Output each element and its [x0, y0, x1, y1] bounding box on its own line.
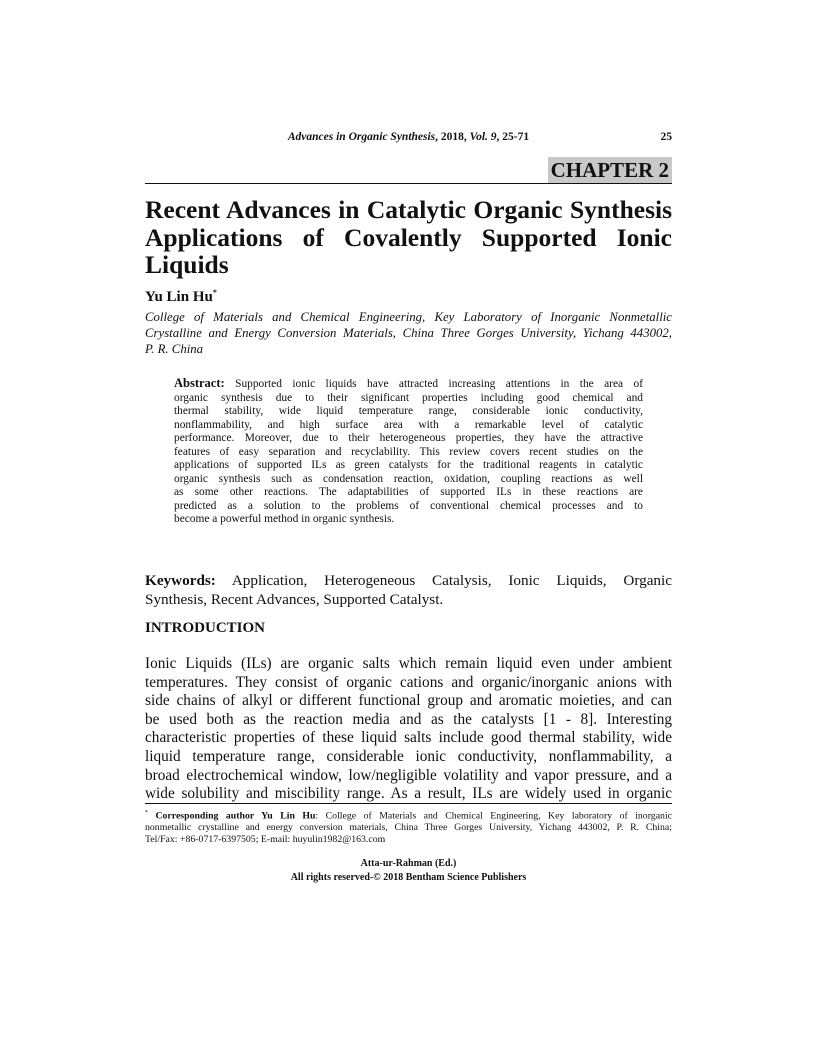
abstract [174, 377, 643, 527]
chapter-label: CHAPTER 2 [548, 157, 672, 183]
body-line: temperatures. They consist of organic cations and organic/inorganic anions with [145, 673, 672, 691]
introduction-body [145, 655, 672, 804]
footnote-line: nonmetallic crystalline and energy conversion materials, China Three Gorges University, Yichang 443002, P. R. China; [145, 822, 672, 834]
abstract-line: organic synthesis such as condensation reaction, oxidation, coupling reactions as well [174, 472, 643, 485]
journal-name: Advances in Organic Synthesis [287, 131, 436, 143]
keywords-text: Application, Heterogeneous Catalysis, Ionic Liquids, Organic [215, 572, 672, 589]
abstract-line: become a powerful method in organic synthesis. [174, 513, 395, 525]
footnote-text: : College of Materials and Chemical Engineering, Key laboratory of inorganic [315, 810, 673, 822]
abstract-line: predicted as a solution to the problems of conventional chemical processes and to [174, 499, 643, 512]
abstract-line: performance. Moreover, due to their heterogeneous properties, they have the attractive [174, 432, 643, 444]
page-number: 25 [660, 131, 672, 143]
body-line: broad electrochemical window, low/negligible volatility and vapor pressure, and a [145, 766, 672, 784]
author-mark: * [212, 288, 217, 297]
footnote [145, 808, 672, 846]
abstract-line [174, 377, 643, 392]
title-line: Liquids [145, 250, 229, 279]
abstract-line: as some other reactions. The adaptabilities of supported ILs in these reactions are [174, 486, 643, 498]
abstract-line: applications of supported ILs as green catalysts for the traditional reagents in catalytic [174, 459, 643, 471]
title-line: Applications of Covalently Supported Ionic [145, 222, 672, 252]
editor: Atta-ur-Rahman (Ed.) [360, 858, 457, 869]
publisher-info [145, 857, 672, 884]
title-line: Recent Advances in Catalytic Organic Synthesis [145, 195, 672, 224]
abstract-line: thermal stability, wide liquid temperature range, considerable ionic conductivity, [174, 405, 643, 417]
chapter-title [145, 196, 672, 279]
keywords-line: Synthesis, Recent Advances, Supported Catalyst. [145, 590, 444, 608]
abstract-line: organic synthesis due to their significant properties including good chemical and [174, 391, 643, 404]
section-heading-introduction: INTRODUCTION [145, 620, 266, 636]
abstract-line: nonflammability, and high surface area with a remarkable level of catalytic [174, 418, 643, 431]
footnote-rule [145, 803, 672, 804]
affiliation-line: College of Materials and Chemical Engineering, Key Laboratory of Inorganic Nonmetallic [145, 310, 672, 324]
affiliation-line: Crystalline and Energy Conversion Materials, China Three Gorges University, Yichang 443002, [145, 326, 672, 341]
body-line: Ionic Liquids (ILs) are organic salts which remain liquid even under ambient [145, 655, 672, 672]
keywords-line [145, 572, 672, 591]
footnote-line [145, 808, 672, 822]
body-line: liquid temperature range, considerable ionic conductivity, nonflammability, a [145, 747, 672, 765]
author [145, 288, 217, 306]
header-rule [145, 183, 672, 184]
body-line: side chains of alkyl or different functional group and aromatic moieties, and can [145, 692, 672, 710]
abstract-text: Supported ionic liquids have attracted increasing attentions in the area of [224, 378, 643, 390]
journal-volume: Vol. 9 [469, 131, 497, 143]
keywords [145, 572, 672, 609]
keywords-label: Keywords: [145, 572, 216, 589]
journal-pages: , 25-71 [496, 131, 530, 143]
author-name: Yu Lin Hu [145, 289, 213, 305]
footnote-mark: * [145, 810, 148, 816]
abstract-line: features of easy separation and recyclability. This review covers recent studies on the [174, 445, 643, 458]
copyright: All rights reserved-© 2018 Bentham Science Publishers [290, 871, 527, 883]
journal-citation [145, 131, 672, 143]
footnote-label: Corresponding author Yu Lin Hu [148, 810, 316, 822]
body-line: characteristic properties of these liquid salts include good thermal stability, wide [145, 729, 672, 747]
affiliation-line: P. R. China [145, 342, 204, 357]
affiliation [145, 309, 672, 358]
body-line: be used both as the reaction media and as the catalysts [1 - 8]. Interesting [145, 710, 672, 728]
journal-year: , 2018, [435, 131, 470, 143]
footnote-line: Tel/Fax: +86-0717-6397505; E-mail: huyulin1982@163.com [145, 833, 386, 845]
abstract-label: Abstract: [174, 376, 225, 390]
body-line: wide solubility and miscibility range. As a result, ILs are widely used in organic [145, 785, 672, 803]
